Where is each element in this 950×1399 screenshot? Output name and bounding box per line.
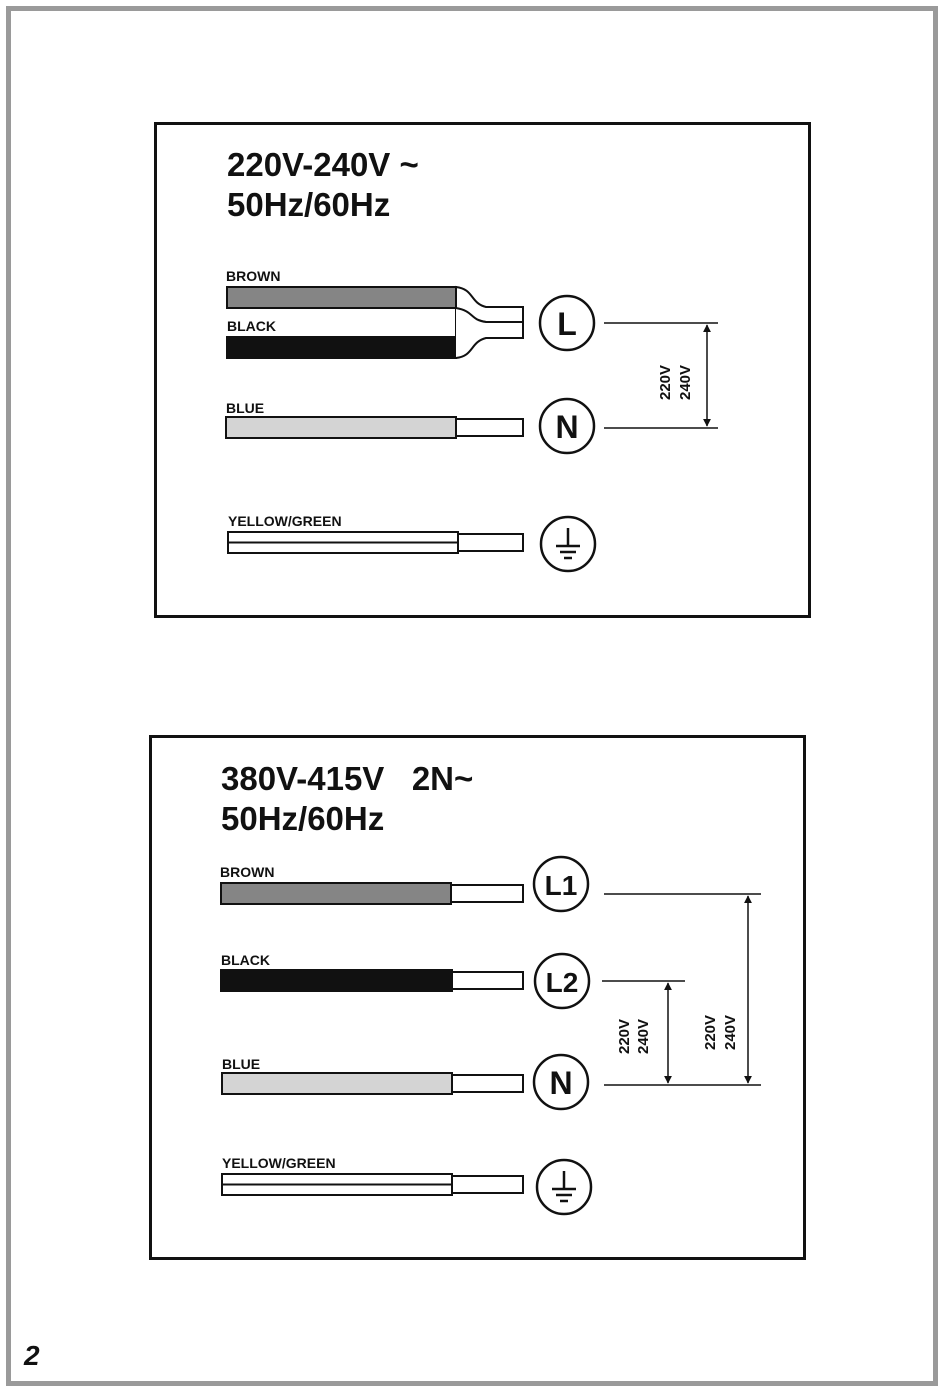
panel2-terminal-l2: [535, 954, 589, 1008]
panel2-brown-wire: [221, 883, 523, 904]
panel2-blue-wire: [222, 1073, 523, 1094]
panel2-voltage-b-240: 240V: [722, 1014, 739, 1050]
panel1-terminal-n: [540, 399, 594, 453]
panel2-voltage-b-220: 220V: [702, 1014, 719, 1050]
panel2-terminal-l1-label: L1: [544, 870, 578, 901]
panel1-brown-wire: [227, 287, 456, 308]
panel2-terminal-l1: [534, 857, 588, 911]
panel2-label-blue: BLUE: [222, 1056, 261, 1072]
panel1-voltage-220: 220V: [657, 364, 674, 400]
panel1-merged-conductor: [456, 287, 523, 358]
panel1-label-brown: BROWN: [226, 268, 281, 284]
panel2-title-frequency: 50Hz/60Hz: [221, 800, 385, 837]
panel1-yellow-green-wire: [228, 532, 523, 553]
page-number: 2: [24, 1340, 40, 1371]
panel1-title-voltage: 220V-240V ~: [227, 146, 419, 183]
panel1-ground-icon: [541, 517, 595, 571]
panel2-voltage-a-220: 220V: [616, 1018, 633, 1054]
panel2-yellow-green-wire: [222, 1174, 523, 1195]
panel2-title-voltage: 380V-415V 2N~: [221, 760, 474, 797]
panel2-ground-icon: [537, 1160, 591, 1214]
panel2-terminal-n: [534, 1055, 588, 1109]
panel2-label-black: BLACK: [221, 952, 270, 968]
panel2-voltage-dimension-l1-n: [604, 894, 761, 1085]
panel1-label-yellow-green: YELLOW/GREEN: [228, 513, 342, 529]
panel2-label-yellow-green: YELLOW/GREEN: [222, 1155, 336, 1171]
panel1-title-frequency: 50Hz/60Hz: [227, 186, 391, 223]
panel1-label-black: BLACK: [227, 318, 276, 334]
panel2-black-wire: [221, 970, 523, 991]
panel1-terminal-l: [540, 296, 594, 350]
panel1-black-wire: [227, 337, 456, 358]
panel1-label-blue: BLUE: [226, 400, 265, 416]
panel2-terminal-n-label: N: [549, 1065, 573, 1101]
panel1-voltage-240: 240V: [677, 364, 694, 400]
panel2-voltage-a-240: 240V: [635, 1018, 652, 1054]
panel2-label-brown: BROWN: [220, 864, 275, 880]
panel2-terminal-l2-label: L2: [545, 967, 579, 998]
panel1-terminal-l-label: L: [557, 306, 577, 342]
panel1-blue-wire: [226, 417, 523, 438]
panel1-terminal-n-label: N: [555, 409, 579, 445]
